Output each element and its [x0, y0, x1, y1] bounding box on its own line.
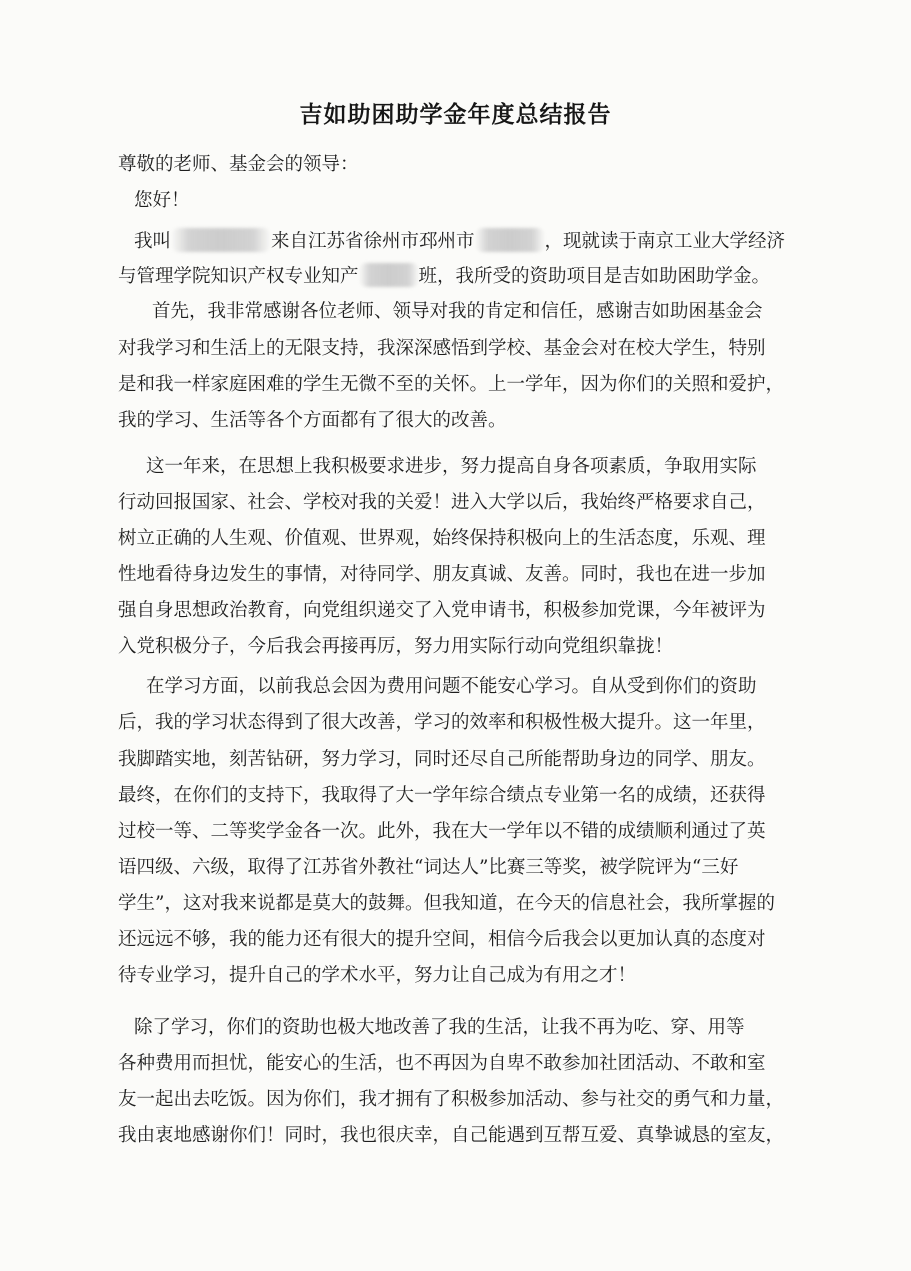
- paragraph-study-line: 语四级、六级，取得了江苏省外教社“词达人”比赛三等奖，被学院评为“三好: [118, 857, 739, 878]
- paragraph-ideology-line: 入党积极分子，今后我会再接再厉，努力用实际行动向党组织靠拢！: [118, 636, 674, 657]
- intro-text: ，现就读于南京工业大学经济: [544, 231, 786, 252]
- redacted-class: [359, 263, 419, 287]
- redacted-location: [475, 228, 545, 252]
- paragraph-ideology-line: 强自身思想政治教育，向党组织递交了入党申请书，积极参加党课，今年被评为: [118, 600, 766, 621]
- intro-text: 我叫: [134, 231, 172, 252]
- intro-text: 来自江苏省徐州市邳州市: [271, 231, 475, 252]
- intro-line-1: [134, 227, 785, 257]
- document-title: 吉如助困助学金年度总结报告: [299, 102, 612, 128]
- paragraph-life-line: 各种费用而担忧，能安心的生活，也不再因为自卑不敢参加社团活动、不敢和室: [118, 1053, 766, 1074]
- paragraph-study-line: 待专业学习，提升自己的学术水平，努力让自己成为有用之才！: [118, 965, 637, 986]
- paragraph-life-line: 除了学习，你们的资助也极大地改善了我的生活，让我不再为吃、穿、用等: [134, 1017, 745, 1038]
- intro-line-2: [118, 262, 770, 292]
- paragraph-study-line: 还远远不够，我的能力还有很大的提升空间，相信今后我会以更加认真的态度对: [118, 929, 766, 950]
- paragraph-thanks-line: 是和我一样家庭困难的学生无微不至的关怀。上一学年，因为你们的关照和爱护，: [118, 374, 785, 395]
- paragraph-study-line: 最终，在你们的支持下，我取得了大一学年综合绩点专业第一名的成绩，还获得: [118, 785, 766, 806]
- paragraph-study-line: 学生”，这对我来说都是莫大的鼓舞。但我知道，在今天的信息社会，我所掌握的: [118, 893, 775, 914]
- greeting: 您好！: [134, 190, 190, 211]
- intro-text: 与管理学院知识产权专业知产: [118, 266, 359, 287]
- paragraph-ideology-line: 树立正确的人生观、价值观、世界观，始终保持积极向上的生活态度，乐观、理: [118, 528, 766, 549]
- paragraph-study-line: 过校一等、二等奖学金各一次。此外，我在大一学年以不错的成绩顺利通过了英: [118, 821, 766, 842]
- paragraph-ideology-line: 这一年来，在思想上我积极要求进步，努力提高自身各项素质，争取用实际: [146, 456, 757, 477]
- salutation: 尊敬的老师、基金会的领导：: [118, 154, 359, 175]
- paragraph-study-line: 在学习方面，以前我总会因为费用问题不能安心学习。自从受到你们的资助: [146, 676, 757, 697]
- paragraph-ideology-line: 行动回报国家、社会、学校对我的关爱！进入大学以后，我始终严格要求自己，: [118, 492, 766, 513]
- redacted-name: [171, 228, 271, 252]
- paragraph-life-line: 友一起出去吃饭。因为你们，我才拥有了积极参加活动、参与社交的勇气和力量，: [118, 1089, 785, 1110]
- paragraph-thanks-line: 我的学习、生活等各个方面都有了很大的改善。: [118, 410, 507, 431]
- paragraph-life-line: 我由衷地感谢你们！同时，我也很庆幸，自己能遇到互帮互爱、真挚诚恳的室友，: [118, 1125, 785, 1146]
- paragraph-thanks-line: 首先，我非常感谢各位老师、领导对我的肯定和信任，感谢吉如助困基金会: [152, 301, 763, 322]
- paragraph-study-line: 后，我的学习状态得到了很大改善，学习的效率和积极性极大提升。这一年里，: [118, 712, 766, 733]
- paragraph-ideology-line: 性地看待身边发生的事情，对待同学、朋友真诚、友善。同时，我也在进一步加: [118, 564, 766, 585]
- intro-text: 班，我所受的资助项目是吉如助困助学金。: [418, 266, 771, 287]
- paragraph-study-line: 我脚踏实地，刻苦钻研，努力学习，同时还尽自己所能帮助身边的同学、朋友。: [118, 749, 766, 770]
- paragraph-thanks-line: 对我学习和生活上的无限支持，我深深感悟到学校、基金会对在校大学生，特别: [118, 338, 766, 359]
